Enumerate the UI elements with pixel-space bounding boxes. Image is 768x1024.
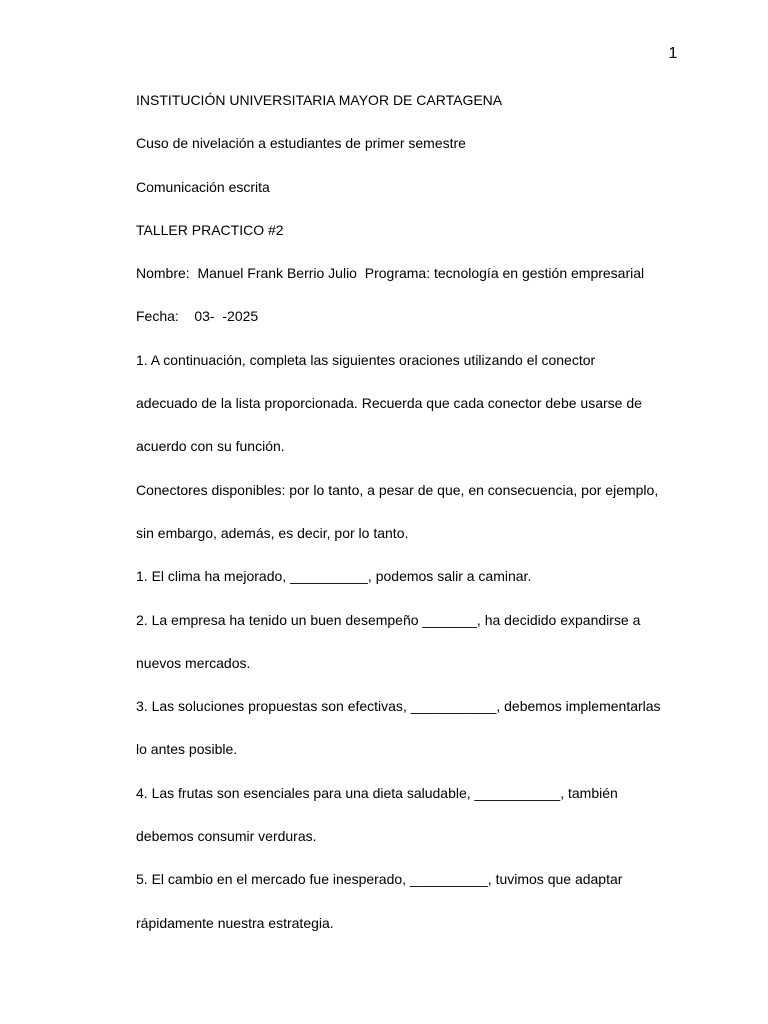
document-body bbox=[136, 91, 676, 957]
connectors-line-2: sin embargo, además, es decir, por lo tanto. bbox=[136, 524, 409, 541]
institution-title: INSTITUCIÓN UNIVERSITARIA MAYOR DE CARTAGENA bbox=[136, 92, 503, 108]
exercise-2-line-2: nuevos mercados. bbox=[136, 654, 251, 671]
exercise-4-line-2: debemos consumir verduras. bbox=[136, 828, 317, 845]
exercise-5-line-1: 5. El cambio en el mercado fue inesperado, __________, tuvimos que adaptar bbox=[136, 871, 623, 888]
instruction-line-1: 1. A continuación, completa las siguientes oraciones utilizando el conector bbox=[136, 351, 596, 368]
connectors-line-1: Conectores disponibles: por lo tanto, a pesar de que, en consecuencia, por ejemplo, bbox=[136, 481, 659, 498]
course-name: Cuso de nivelación a estudiantes de primer semestre bbox=[136, 135, 466, 152]
exercise-3-line-2: lo antes posible. bbox=[136, 741, 238, 758]
exercise-4-line-1: 4. Las frutas son esenciales para una dieta saludable, ___________, también bbox=[136, 784, 618, 801]
exercise-2-line-1: 2. La empresa ha tenido un buen desempeño _______, ha decidido expandirse a bbox=[136, 611, 641, 628]
instruction-line-2: adecuado de la lista proporcionada. Recuerda que cada conector debe usarse de bbox=[136, 395, 642, 412]
exercise-1: 1. El clima ha mejorado, __________, podemos salir a caminar. bbox=[136, 568, 532, 585]
exercise-3-line-1: 3. Las soluciones propuestas son efectivas, ___________, debemos implementarlas bbox=[136, 698, 661, 715]
subject-name: Comunicación escrita bbox=[136, 178, 270, 195]
workshop-title: TALLER PRACTICO #2 bbox=[136, 221, 284, 238]
student-name-program: Nombre: Manuel Frank Berrio Julio Programa: tecnología en gestión empresarial bbox=[136, 265, 645, 282]
date-line: Fecha: 03- -2025 bbox=[136, 308, 259, 325]
instruction-line-3: acuerdo con su función. bbox=[136, 438, 285, 455]
page-number: 1 bbox=[668, 45, 678, 62]
exercise-5-line-2: rápidamente nuestra estrategia. bbox=[136, 914, 334, 931]
